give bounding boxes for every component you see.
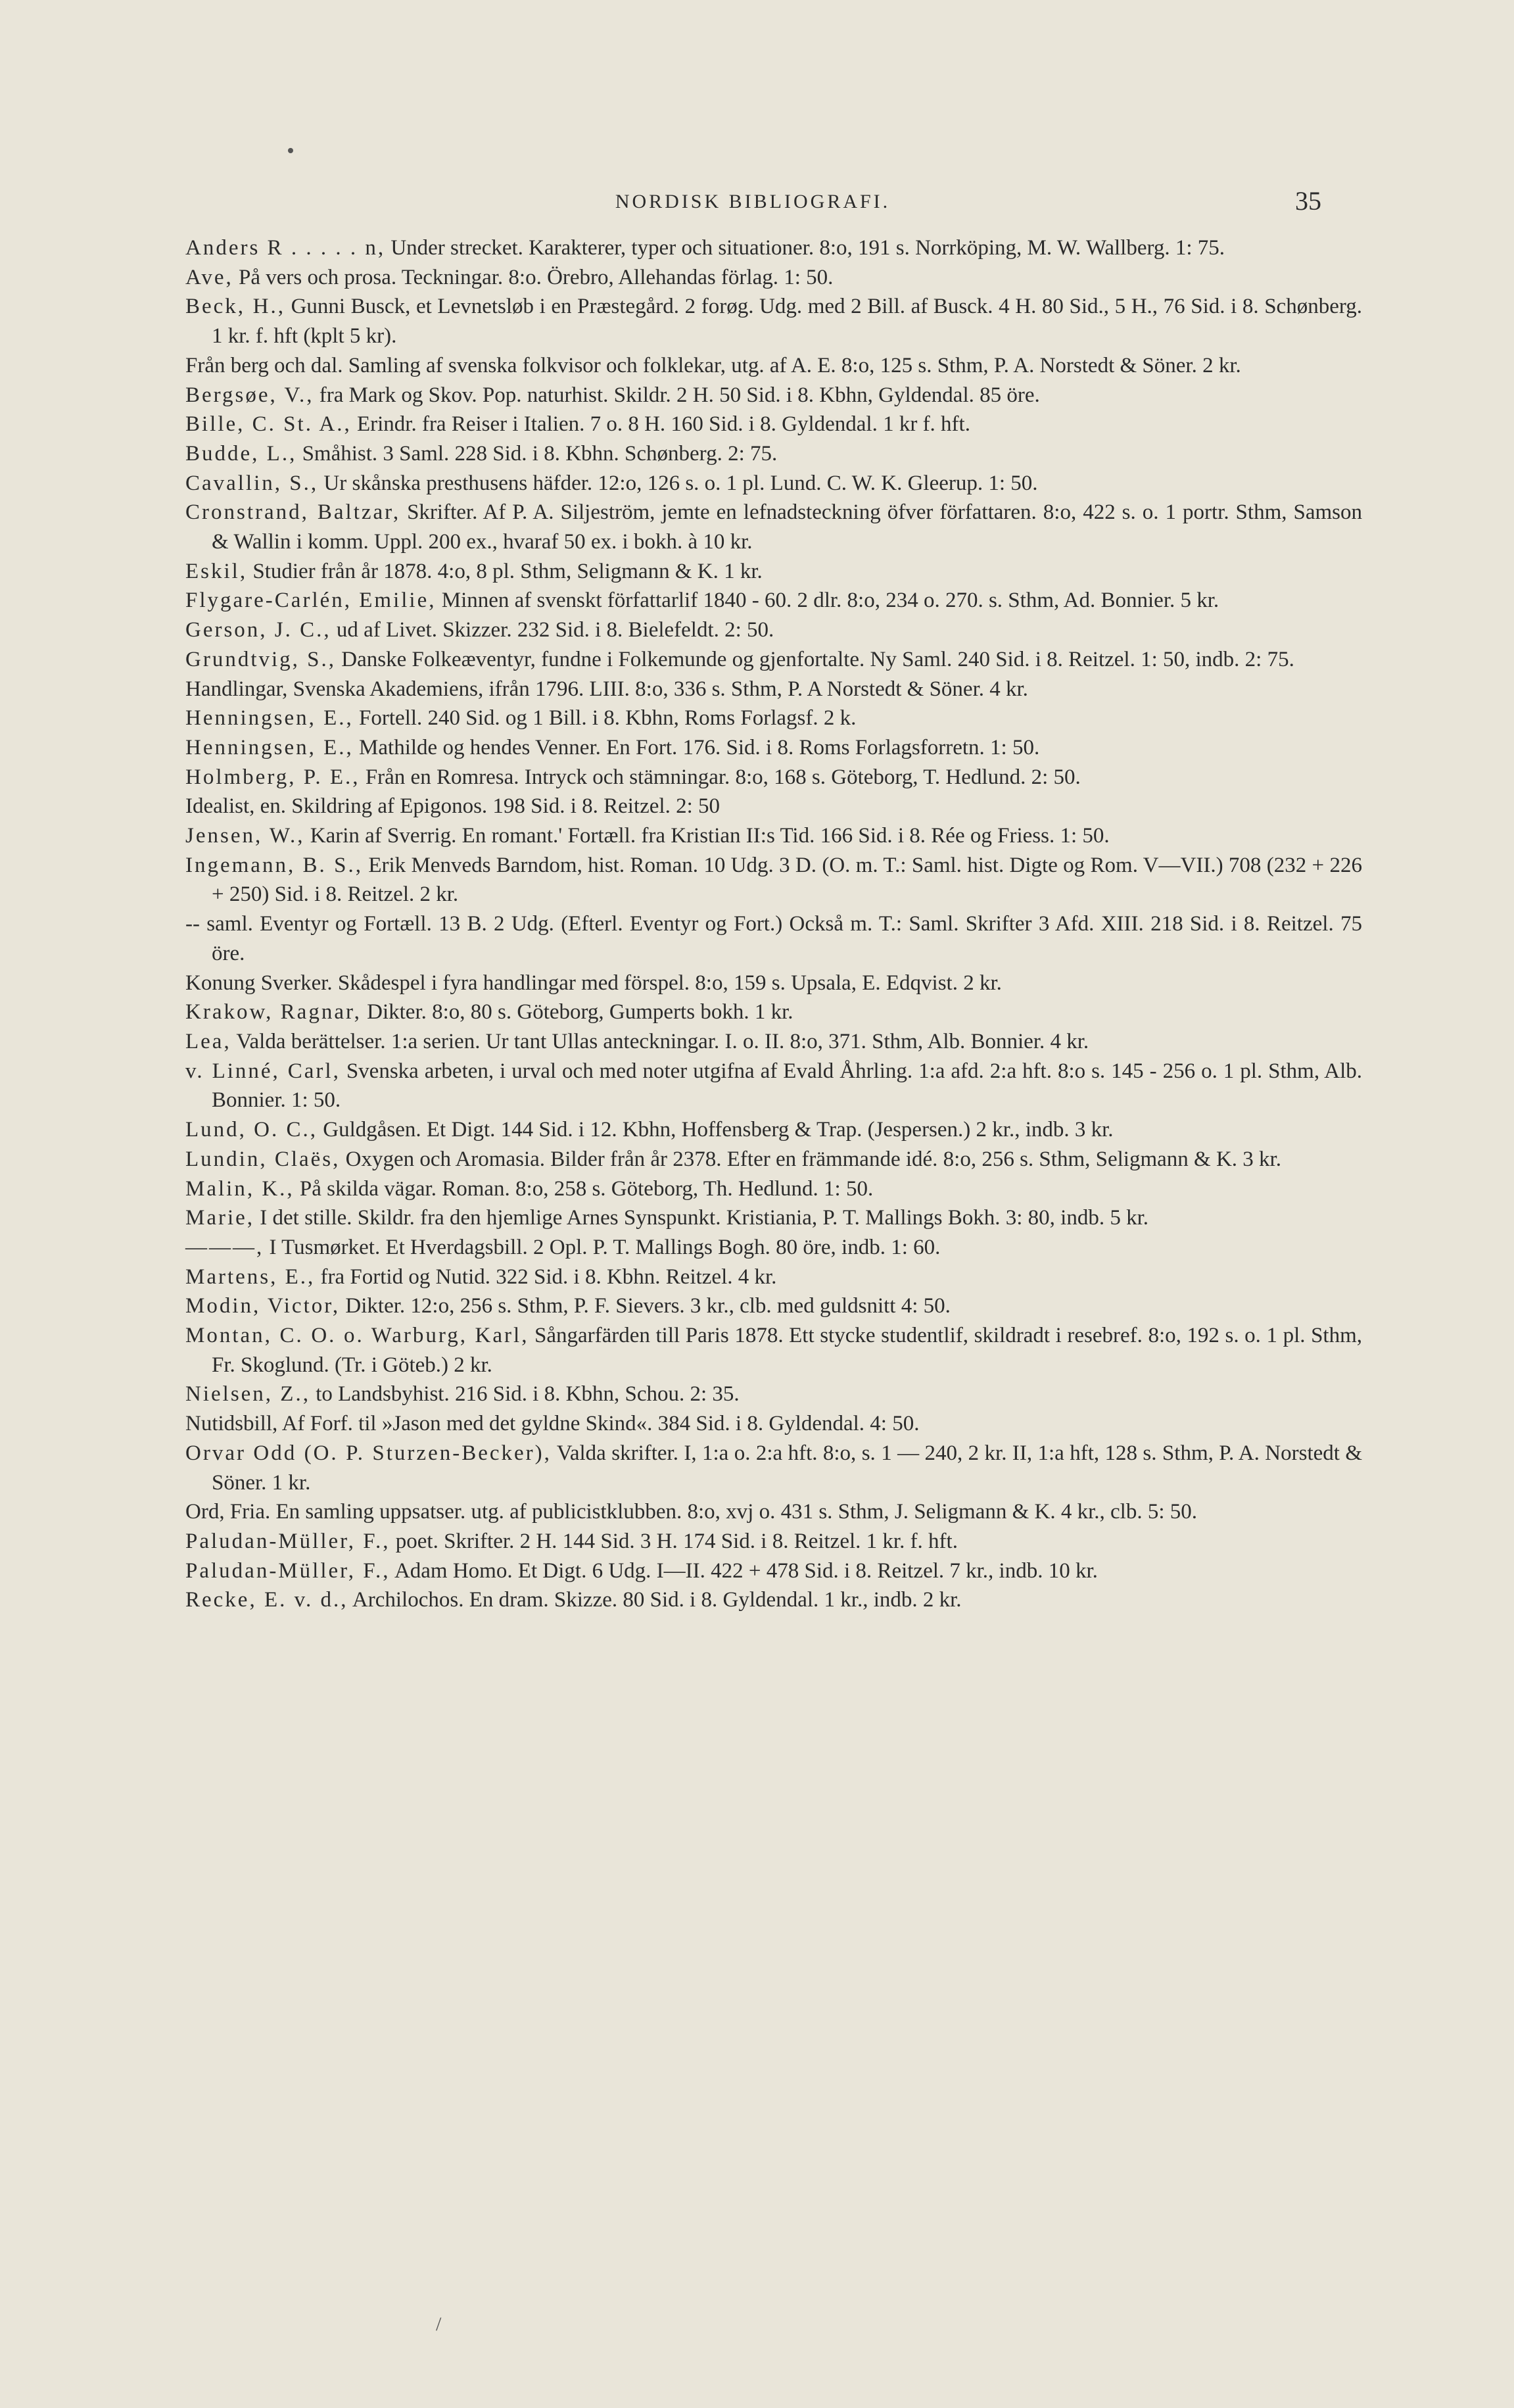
entry-author: Malin, K., <box>185 1176 295 1201</box>
bibliography-entry <box>185 557 1362 587</box>
bibliography-entry <box>185 1203 1362 1233</box>
entry-text: Fortell. 240 Sid. og 1 Bill. i 8. Kbhn, Roms Forlagsf. 2 k. <box>353 706 857 731</box>
bibliography-entry <box>185 675 1362 704</box>
entry-author: Paludan-Müller, F., <box>185 1558 390 1583</box>
entry-author: Krakow, Ragnar, <box>185 1000 362 1024</box>
bibliography-entry <box>185 498 1362 556</box>
bibliography-entry <box>185 586 1362 615</box>
entry-text: Erindr. fra Reiser i Italien. 7 o. 8 H. 160 Sid. i 8. Gyldendal. 1 kr f. hft. <box>351 412 970 437</box>
entry-text: Konung Sverker. Skådespel i fyra handlingar med förspel. 8:o, 159 s. Upsala, E. Edqvist. 2 kr. <box>185 971 1002 995</box>
entry-text: Oxygen och Aromasia. Bilder från år 2378. Efter en främmande idé. 8:o, 256 s. Sthm, Seligmann & K. 3 kr. <box>340 1147 1281 1171</box>
entry-author: Eskil, <box>185 559 248 583</box>
entry-text: Idealist, en. Skildring af Epigonos. 198 Sid. i 8. Reitzel. 2: 50 <box>185 794 720 819</box>
entry-author: Flygare-Carlén, Emilie, <box>185 589 437 613</box>
entry-author: Henningsen, E., <box>185 706 354 731</box>
bibliography-entry <box>185 1291 1362 1321</box>
entry-text: -- saml. Eventyr og Fortæll. 13 B. 2 Udg. (Efterl. Eventyr og Fort.) Också m. T.: Saml. Skrifter 3 Afd. XIII. 218 Sid. i 8. Reitzel. 75 öre. <box>185 912 1362 965</box>
entry-text: Minnen af svenskt författarlif 1840 - 60. 2 dlr. 8:o, 234 o. 270. s. Sthm, Ad. Bonnier. 5 kr. <box>436 589 1219 613</box>
bibliography-entry <box>185 1174 1362 1204</box>
bibliography-entry <box>185 351 1362 381</box>
entry-text: Handlingar, Svenska Akademiens, ifrån 1796. LIII. 8:o, 336 s. Sthm, P. A Norstedt & Söner. 4 kr. <box>185 677 1028 701</box>
entry-text: fra Mark og Skov. Pop. naturhist. Skildr. 2 H. 50 Sid. i 8. Kbhn, Gyldendal. 85 öre. <box>314 383 1040 407</box>
entry-author: Grundtvig, S., <box>185 647 337 671</box>
entry-text: Danske Folkeæventyr, fundne i Folkemunde og gjenfortalte. Ny Saml. 240 Sid. i 8. Reitzel. 1: 50, indb. 2: 75. <box>336 647 1294 671</box>
entry-author: ———, <box>185 1235 264 1259</box>
bibliography-entry <box>185 233 1362 263</box>
page-number: 35 <box>1295 186 1321 216</box>
entry-text: Skrifter. Af P. A. Siljeström, jemte en lefnadsteckning öfver författaren. 8:o, 422 s. o. 1 portr. Sthm, Samson & Wallin i komm. Uppl. 200 ex., hvaraf 50 ex. i bokh. à 10 kr. <box>212 500 1362 554</box>
bibliography-entry <box>185 615 1362 645</box>
entry-text: poet. Skrifter. 2 H. 144 Sid. 3 H. 174 Sid. i 8. Reitzel. 1 kr. f. hft. <box>390 1529 958 1553</box>
entry-text: Småhist. 3 Saml. 228 Sid. i 8. Kbhn. Schønberg. 2: 75. <box>296 441 778 466</box>
entry-text: to Landsbyhist. 216 Sid. i 8. Kbhn, Schou. 2: 35. <box>310 1382 740 1407</box>
entry-text: Erik Menveds Barndom, hist. Roman. 10 Udg. 3 D. (O. m. T.: Saml. hist. Digte og Rom. V—VII.) 708 (232 + 226 + 250) Sid. i 8. Reitzel. 2 kr. <box>212 853 1362 907</box>
entry-author: Cronstrand, Baltzar, <box>185 500 401 525</box>
bibliography-entry <box>185 1115 1362 1145</box>
bibliography-entry <box>185 1027 1362 1057</box>
bibliography-entry <box>185 1556 1362 1586</box>
entry-text: Från berg och dal. Samling af svenska folkvisor och folklekar, utg. af A. E. 8:o, 125 s. Sthm, P. A. Norstedt & Söner. 2 kr. <box>185 353 1241 377</box>
bibliography-entry <box>185 1409 1362 1439</box>
bibliography-entry <box>185 1321 1362 1380</box>
bibliography-entry <box>185 909 1362 968</box>
bibliography-entry <box>185 792 1362 821</box>
entry-author: Lundin, Claës, <box>185 1147 341 1171</box>
entry-author: Budde, L., <box>185 441 297 466</box>
entry-text: Guldgåsen. Et Digt. 144 Sid. i 12. Kbhn, Hoffensberg & Trap. (Jespersen.) 2 kr., indb. 3 kr. <box>318 1118 1114 1142</box>
bibliography-entry <box>185 733 1362 763</box>
entry-text: fra Fortid og Nutid. 322 Sid. i 8. Kbhn. Reitzel. 4 kr. <box>315 1264 777 1289</box>
entry-text: Karin af Sverrig. En romant.' Fortæll. fra Kristian II:s Tid. 166 Sid. i 8. Rée og Friess. 1: 50. <box>304 824 1110 848</box>
entry-author: Holmberg, P. E., <box>185 765 360 789</box>
entry-author: Beck, H., <box>185 295 285 319</box>
entry-text: Ord, Fria. En samling uppsatser. utg. af publicistklubben. 8:o, xvj o. 431 s. Sthm, J. Seligmann & K. 4 kr., clb. 5: 50. <box>185 1500 1197 1524</box>
entry-text: Ur skånska presthusens häfder. 12:o, 126 s. o. 1 pl. Lund. C. W. K. Gleerup. 1: 50. <box>318 471 1038 495</box>
entry-author: Bille, C. St. A., <box>185 412 352 437</box>
entry-text: Valda skrifter. I, 1:a o. 2:a hft. 8:o, s. 1 — 240, 2 kr. II, 1:a hft, 128 s. Sthm, P. A. Norstedt & Söner. 1 kr. <box>212 1441 1362 1495</box>
entry-author: Nielsen, Z., <box>185 1382 310 1407</box>
entry-author: Orvar Odd (O. P. Sturzen-Becker), <box>185 1441 552 1465</box>
entry-text: ud af Livet. Skizzer. 232 Sid. i 8. Bielefeldt. 2: 50. <box>331 618 774 642</box>
bibliography-entry <box>185 851 1362 909</box>
bibliography-entry <box>185 381 1362 410</box>
running-header <box>184 185 1321 218</box>
entry-text: Nutidsbill, Af Forf. til »Jason med det gyldne Skind«. 384 Sid. i 8. Gyldendal. 4: 50. <box>185 1412 920 1436</box>
bibliography-entry <box>185 1585 1362 1615</box>
entry-author: Martens, E., <box>185 1264 316 1289</box>
entry-author: Recke, E. v. d., <box>185 1588 348 1612</box>
entry-author: Marie, <box>185 1206 255 1230</box>
entry-text: Studier från år 1878. 4:o, 8 pl. Sthm, Seligmann & K. 1 kr. <box>247 559 763 583</box>
entry-text: Valda berättelser. 1:a serien. Ur tant Ullas anteckningar. I. o. II. 8:o, 371. Sthm, Alb. Bonnier. 4 kr. <box>231 1029 1089 1053</box>
entry-text: Sångarfärden till Paris 1878. Ett stycke studentlif, skildradt i resebref. 8:o, 192 s. o. 1 pl. Sthm, Fr. Skoglund. (Tr. i Göteb.) 2 kr. <box>212 1324 1363 1377</box>
entry-author: v. Linné, Carl, <box>185 1059 341 1083</box>
entry-author: Henningsen, E., <box>185 735 354 759</box>
entry-text: Från en Romresa. Intryck och stämningar. 8:o, 168 s. Göteborg, T. Hedlund. 2: 50. <box>360 765 1081 789</box>
entry-author: Anders R . . . . . n, <box>185 236 386 260</box>
entry-author: Lund, O. C., <box>185 1118 318 1142</box>
entry-text: På skilda vägar. Roman. 8:o, 258 s. Göteborg, Th. Hedlund. 1: 50. <box>294 1176 874 1201</box>
entry-text: Dikter. 12:o, 256 s. Sthm, P. F. Sievers. 3 kr., clb. med guldsnitt 4: 50. <box>340 1294 951 1318</box>
bibliography-entry <box>185 704 1362 733</box>
entry-author: Montan, C. O. o. Warburg, Karl, <box>185 1324 529 1348</box>
entry-author: Bergsøe, V., <box>185 383 314 407</box>
entry-text: I det stille. Skildr. fra den hjemlige Arnes Synspunkt. Kristiania, P. T. Mallings Bokh. 3: 80, indb. 5 kr. <box>254 1206 1149 1230</box>
bibliography-entry <box>185 263 1362 293</box>
bibliography-entry <box>185 292 1362 350</box>
entry-author: Paludan-Müller, F., <box>185 1529 390 1553</box>
bibliography-entry <box>185 469 1362 498</box>
bibliography-entry <box>185 645 1362 675</box>
entry-author: Ave, <box>185 265 233 289</box>
bibliography-entry <box>185 1497 1362 1527</box>
header-title: NORDISK BIBLIOGRAFI. <box>615 191 891 212</box>
bibliography-entry <box>185 439 1362 469</box>
bibliography-entry <box>185 1439 1362 1497</box>
entry-author: Lea, <box>185 1029 231 1053</box>
entry-text: På vers och prosa. Teckningar. 8:o. Örebro, Allehandas förlag. 1: 50. <box>233 265 834 289</box>
entry-text: Mathilde og hendes Venner. En Fort. 176. Sid. i 8. Roms Forlagsforretn. 1: 50. <box>353 735 1040 759</box>
bibliography-entry <box>185 763 1362 792</box>
entry-author: Ingemann, B. S., <box>185 853 363 877</box>
bibliography-entry <box>185 410 1362 439</box>
bibliography-entry <box>185 998 1362 1027</box>
footer-mark: / <box>436 2313 442 2335</box>
bibliography-entry <box>185 1145 1362 1174</box>
entry-text: Under strecket. Karakterer, typer och situationer. 8:o, 191 s. Norrköping, M. W. Wallberg. 1: 75. <box>385 236 1225 260</box>
bibliography-entry <box>185 1527 1362 1556</box>
bibliography-entry <box>185 969 1362 998</box>
entry-text: Dikter. 8:o, 80 s. Göteborg, Gumperts bokh. 1 kr. <box>361 1000 793 1024</box>
bibliography-list <box>185 233 1362 1615</box>
bibliography-entry <box>185 1233 1362 1263</box>
entry-text: I Tusmørket. Et Hverdagsbill. 2 Opl. P. T. Mallings Bogh. 80 öre, indb. 1: 60. <box>264 1235 941 1259</box>
entry-author: Gerson, J. C., <box>185 618 331 642</box>
bibliography-entry <box>185 1263 1362 1292</box>
bibliography-entry <box>185 821 1362 851</box>
entry-text: Gunni Busck, et Levnetsløb i en Præstegård. 2 forøg. Udg. med 2 Bill. af Busck. 4 H. 80 Sid., 5 H., 76 Sid. i 8. Schønberg. 1 kr. f. hft (kplt 5 kr). <box>212 295 1362 349</box>
stray-mark <box>288 148 293 153</box>
entry-text: Adam Homo. Et Digt. 6 Udg. I—II. 422 + 478 Sid. i 8. Reitzel. 7 kr., indb. 10 kr. <box>390 1558 1098 1583</box>
bibliography-entry <box>185 1057 1362 1115</box>
bibliography-entry <box>185 1380 1362 1409</box>
entry-text: Archilochos. En dram. Skizze. 80 Sid. i 8. Gyldendal. 1 kr., indb. 2 kr. <box>348 1588 962 1612</box>
entry-author: Cavallin, S., <box>185 471 319 495</box>
entry-author: Jensen, W., <box>185 824 305 848</box>
entry-author: Modin, Victor, <box>185 1294 341 1318</box>
entry-text: Svenska arbeten, i urval och med noter utgifna af Evald Åhrling. 1:a afd. 2:a hft. 8:o s. 145 - 256 o. 1 pl. Sthm, Alb. Bonnier. 1: 50. <box>212 1059 1363 1113</box>
